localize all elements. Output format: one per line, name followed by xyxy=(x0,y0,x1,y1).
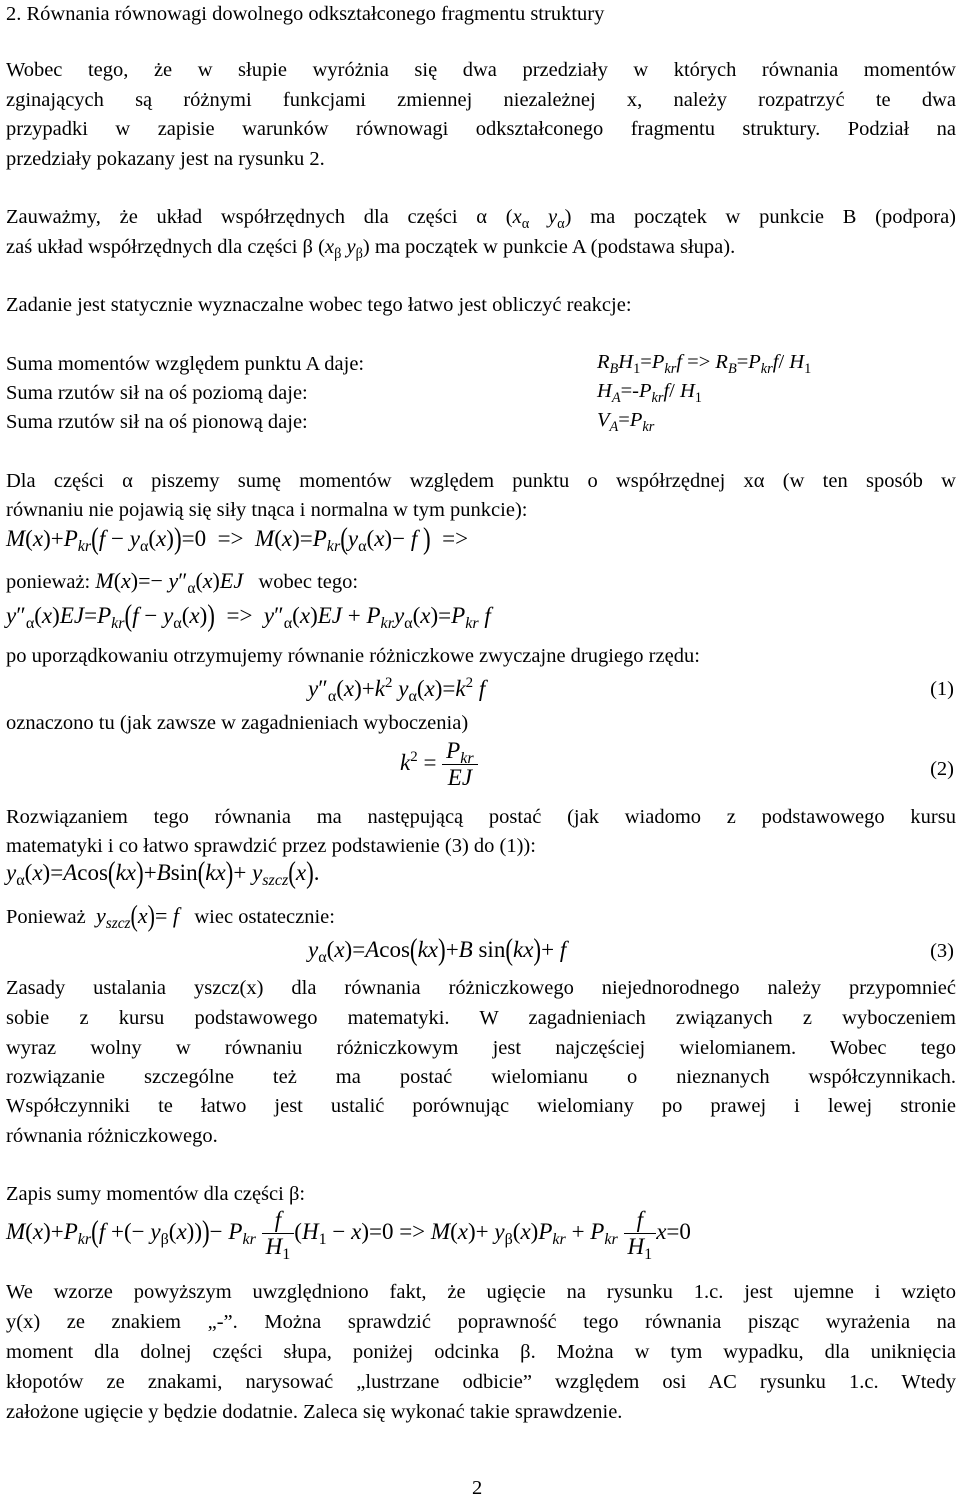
equation-number-2: (2) xyxy=(930,758,954,780)
general-solution: $y_\alpha(x)=Acos(kx)+Bsin(kx)+ y_{szcz}(x)$. xyxy=(6,855,320,890)
p6: oznaczono tu (jak zawsze w zagadnieniach wyboczenia) xyxy=(6,712,469,734)
p7-line-1: Rozwiązaniem tego równania ma następującą postać (jak wiadomo z podstawowego kursu xyxy=(6,806,956,828)
p4-line-2: równaniu nie pojawią się siły tnąca i normalna w tym punkcie): xyxy=(6,499,528,521)
p1-line-2: zginających są różnymi funkcjami zmiennej niezależnej x, należy rozpatrzyć te dwa xyxy=(6,89,956,111)
reaction-label-2: Suma rzutów sił na oś poziomą daje: xyxy=(6,382,308,404)
since-line: ponieważ: $M(x)=- y''_\alpha(x)EJ$ wobec tego: xyxy=(6,568,359,597)
final-solution: $y_\alpha(x)=Acos(kx)+B$ sin(kx)+ f xyxy=(308,932,567,967)
p10-line-5: założone ugięcie y będzie dodatnie. Zaleca się wykonać takie sprawdzenie. xyxy=(6,1401,623,1423)
p10-line-4: kłopotów ze znakami, narysować „lustrzane odbicie” względem osi AC rysunku 1.c. Wtedy xyxy=(6,1371,956,1393)
p3: Zadanie jest statycznie wyznaczalne wobec tego łatwo jest obliczyć reakcje: xyxy=(6,294,632,316)
differential-equation: $y''_\alpha(x)+k^2$ $y_\alpha(x)=k^2$ f xyxy=(308,675,486,705)
p8-line-1: Zasady ustalania yszcz(x) dla równania różniczkowego niejednorodnego należy przypomnieć xyxy=(6,977,956,999)
p5: po uporządkowaniu otrzymujemy równanie różniczkowe zwyczajne drugiego rzędu: xyxy=(6,645,700,667)
reaction-formula-3: $V_A=P_{kr}$ xyxy=(597,409,655,435)
p7-line-2: matematyki i co łatwo sprawdzić przez podstawienie (3) do (1)): xyxy=(6,835,536,857)
reaction-label-3: Suma rzutów sił na oś pionową daje: xyxy=(6,411,308,433)
reaction-formula-2: $H_A=-P_{kr}f/$ $H_1$ xyxy=(597,380,702,406)
curvature-equation: $y''_\alpha(x)EJ=P_{kr}(f - y_\alpha(x)) => y''_\alpha(x)EJ + P_{kr}y_\alpha(x)=P_{kr}$ f xyxy=(6,598,491,633)
reaction-formula-1: $R_BH_1=P_{kr}f => R_B=P_{kr}f/$ $H_1$ xyxy=(597,351,812,377)
since2-line: Ponieważ $y_{szcz}(x)= f$ wiec ostatecznie: xyxy=(6,898,335,933)
page-number: 2 xyxy=(472,1477,483,1499)
p2-line-1: Zauważmy, że układ współrzędnych dla części α ($x_\alpha$ $y_\alpha$) ma początek w punkcie B (podpora) xyxy=(6,206,956,232)
p9: Zapis sumy momentów dla części β: xyxy=(6,1183,306,1205)
equation-number-3: (3) xyxy=(930,940,954,962)
moment-equation-alpha: $M(x)+P_{kr}(f - y_\alpha(x))=0 => M(x)=P_{kr}(y_\alpha(x)- f$ ) => xyxy=(6,521,469,556)
p1-line-4: przedziały pokazany jest na rysunku 2. xyxy=(6,148,325,170)
p1-line-1: Wobec tego, że w słupie wyróżnia się dwa przedziały w których równania momentów xyxy=(6,59,956,81)
p10-line-3: moment dla dolnej części słupa, poniżej odcinka β. Można w tym wypadku, dla uniknięcia xyxy=(6,1341,956,1363)
k-definition: $k^2$ = $\frac{P_{kr}}{EJ}$ xyxy=(400,738,478,791)
p4-line-1: Dla części α piszemy sumę momentów względem punktu o współrzędnej xα (w ten sposób w xyxy=(6,470,956,492)
equation-number-1: (1) xyxy=(930,678,954,700)
p1-line-3: przypadki w zapisie warunków równowagi odkształconego fragmentu struktury. Podział na xyxy=(6,118,956,140)
p10-line-1: We wzorze powyższym uwzględniono fakt, że ugięcie na rysunku 1.c. jest ujemne i wzięto xyxy=(6,1281,956,1303)
p10-line-2: y(x) ze znakiem „-”. Można sprawdzić poprawność tego równania pisząc wyrażenia na xyxy=(6,1311,956,1333)
p8-line-4: rozwiązanie szczególne też ma postać wielomianu o nieznanych współczynnikach. xyxy=(6,1066,956,1088)
moment-equation-beta: $M(x)+P_{kr}(f$ +(− $y_\beta(x)))- P_{kr}$ $\frac{f}{H_1}$ $(H_1 - x)=0 => M(x)+ y_\beta(x)P_{kr} + P_{kr}$ $\frac{f}{H_1}$ x=0 xyxy=(6,1207,691,1263)
p8-line-3: wyraz wolny w równaniu różniczkowym jest najczęściej wielomianem. Wobec tego xyxy=(6,1037,956,1059)
p8-line-5: Współczynniki te łatwo jest ustalić porównując wielomiany po prawej i lewej stronie xyxy=(6,1095,956,1117)
p8-line-6: równania różniczkowego. xyxy=(6,1125,218,1147)
p8-line-2: sobie z kursu podstawowego matematyki. W zagadnieniach związanych z wyboczeniem xyxy=(6,1007,956,1029)
reaction-label-1: Suma momentów względem punktu A daje: xyxy=(6,353,365,375)
p2-line-2: zaś układ współrzędnych dla części β ($x_\beta$ $y_\beta$) ma początek w punkcie A (podstawa słupa). xyxy=(6,236,736,262)
section-heading: 2. Równania równowagi dowolnego odkształconego fragmentu struktury xyxy=(6,3,605,25)
